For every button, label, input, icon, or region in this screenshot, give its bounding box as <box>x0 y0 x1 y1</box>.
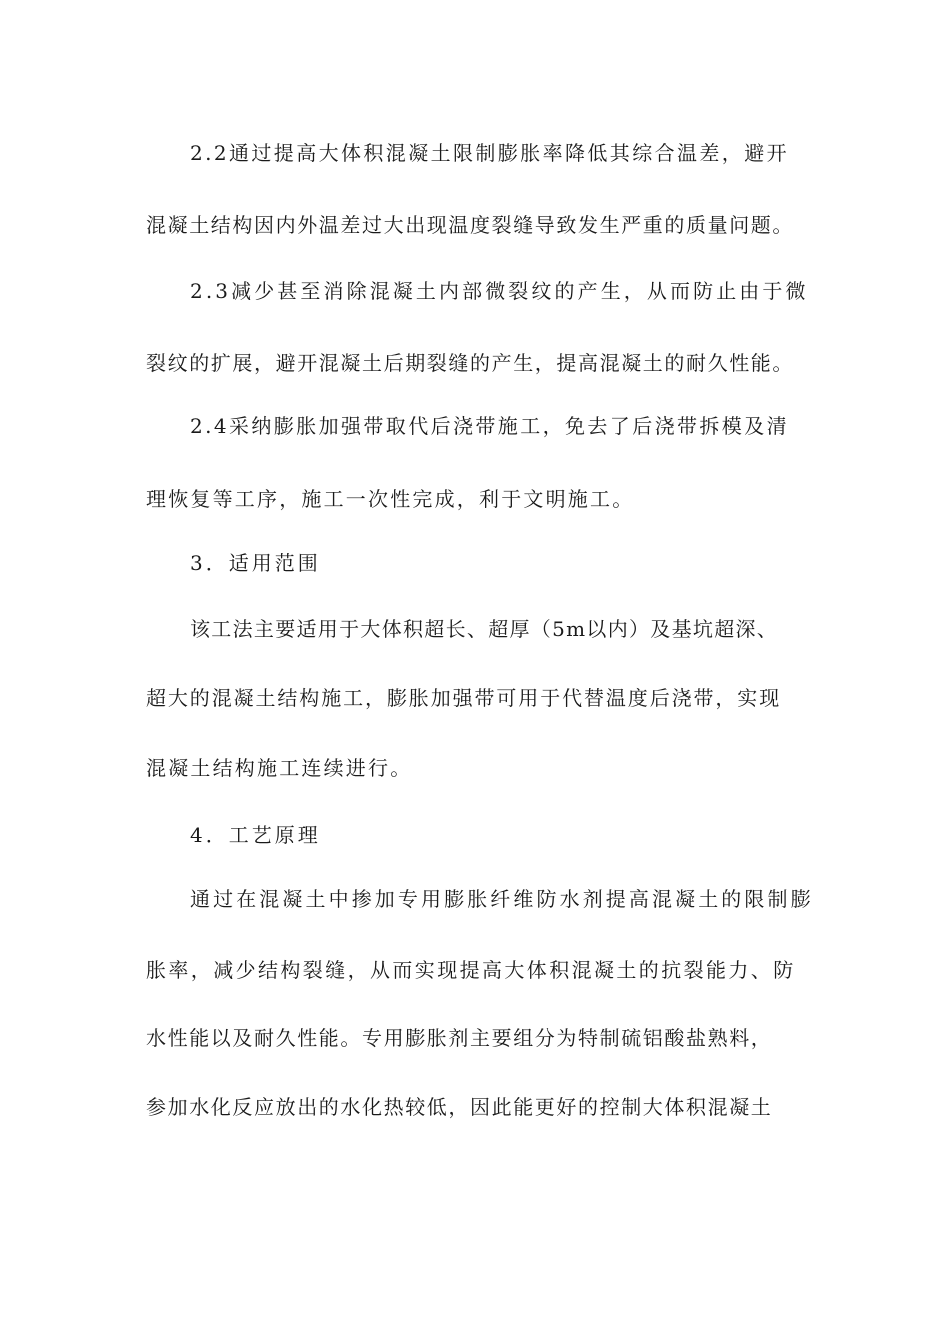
section-4-line-4: 参加水化反应放出的水化热较低，因此能更好的控制大体积混凝土 <box>146 1095 773 1119</box>
section-3-line-3: 混凝土结构施工连续进行。 <box>146 756 413 780</box>
section-3-heading: 3．适用范围 <box>190 551 321 575</box>
section-4-heading: 4．工艺原理 <box>190 823 321 847</box>
section-4-line-3: 水性能以及耐久性能。专用膨胀剂主要组分为特制硫铝酸盐熟料， <box>146 1026 773 1050</box>
section-3-line-1: 该工法主要适用于大体积超长、超厚（5m以内）及基坑超深、 <box>190 617 779 641</box>
paragraph-2-2-line-2: 混凝土结构因内外温差过大出现温度裂缝导致发生严重的质量问题。 <box>146 213 794 237</box>
section-3-line-2: 超大的混凝土结构施工，膨胀加强带可用于代替温度后浇带，实现 <box>146 686 782 710</box>
section-4-line-1: 通过在混凝土中掺加专用膨胀纤维防水剂提高混凝土的限制膨 <box>190 887 814 911</box>
paragraph-2-3-line-2: 裂纹的扩展，避开混凝土后期裂缝的产生，提高混凝土的耐久性能。 <box>146 351 794 375</box>
section-4-line-2: 胀率，减少结构裂缝，从而实现提高大体积混凝土的抗裂能力、防 <box>146 958 796 982</box>
paragraph-2-2-line-1: 2.2通过提高大体积混凝土限制膨胀率降低其综合温差，避开 <box>190 141 790 165</box>
paragraph-2-4-line-2: 理恢复等工序，施工一次性完成，利于文明施工。 <box>146 487 635 511</box>
paragraph-2-3-line-1: 2.3减少甚至消除混凝土内部微裂纹的产生，从而防止由于微 <box>190 279 809 303</box>
paragraph-2-4-line-1: 2.4采纳膨胀加强带取代后浇带施工，免去了后浇带拆模及清 <box>190 414 790 438</box>
